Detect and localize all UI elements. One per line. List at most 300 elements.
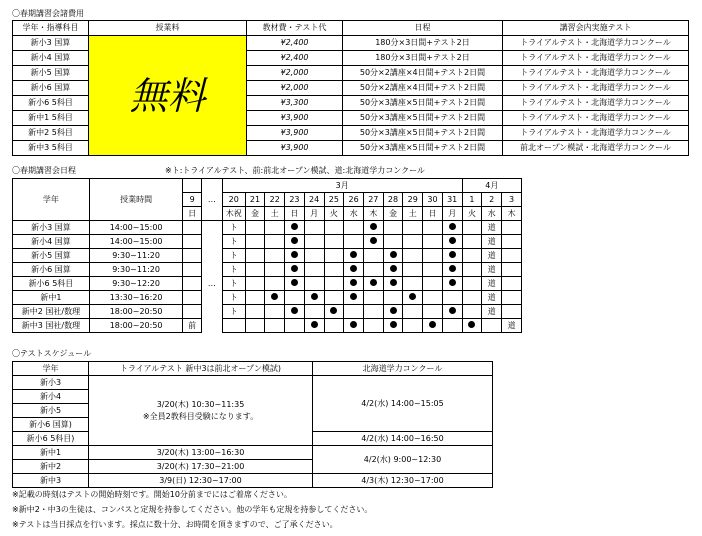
cell-grade: 新小5 <box>13 404 89 418</box>
empty-cell <box>183 249 202 263</box>
ellipsis-cell <box>202 221 223 235</box>
session-dot <box>344 277 364 291</box>
session-dot-icon <box>449 251 456 258</box>
empty-cell <box>423 249 443 263</box>
trial-chu1-time: 3/20(木) 13:00~16:30 <box>89 446 313 460</box>
empty-cell <box>324 291 344 305</box>
concours-elementary-time: 4/2(水) 14:00~15:05 <box>313 376 493 432</box>
cell-grade: 新中3 5科目 <box>13 141 89 156</box>
date-cell: 22 <box>265 193 285 207</box>
test-marker: ト <box>222 221 245 235</box>
empty-cell <box>423 221 443 235</box>
cell-grade: 新中1 <box>13 446 89 460</box>
cell-grade: 新中1 <box>13 291 90 305</box>
date-cell: 23 <box>285 193 305 207</box>
session-dot-icon <box>370 223 377 230</box>
cell-tests: トライアルテスト・北海道学力コンクール <box>503 81 689 96</box>
session-dot-icon <box>390 251 397 258</box>
weekday-cell: 木 <box>502 207 522 221</box>
session-dot-icon <box>390 279 397 286</box>
empty-cell <box>423 277 443 291</box>
empty-cell <box>183 291 202 305</box>
concours-sho6-5-time: 4/2(水) 14:00~16:50 <box>313 432 493 446</box>
empty-cell <box>502 235 522 249</box>
date-cell: 26 <box>344 193 364 207</box>
empty-cell <box>183 235 202 249</box>
empty-cell <box>265 319 285 333</box>
empty-cell <box>304 249 324 263</box>
table-row <box>13 249 522 263</box>
weekday-cell: 土 <box>403 207 423 221</box>
empty-cell <box>423 235 443 249</box>
date-cell: 9 <box>183 193 202 207</box>
empty-cell <box>403 305 423 319</box>
table-row <box>13 36 689 51</box>
header-grade: 学年・指導科目 <box>13 21 89 36</box>
empty-cell <box>324 263 344 277</box>
empty-cell <box>462 263 482 277</box>
session-dot <box>403 291 423 305</box>
empty-cell <box>183 221 202 235</box>
empty-cell <box>403 221 423 235</box>
empty-cell <box>502 249 522 263</box>
weekday-cell: 月 <box>304 207 324 221</box>
empty-cell <box>304 263 324 277</box>
fees-title: 〇春期講習会諸費用 <box>12 9 84 18</box>
cell-schedule: 180分×3日間+テスト2日 <box>343 51 503 66</box>
session-dot-icon <box>350 293 357 300</box>
weekday-cell: 日 <box>183 207 202 221</box>
ellipsis-cell <box>202 235 223 249</box>
session-dot-icon <box>449 223 456 230</box>
concours-chu12-time: 4/2(水) 9:00~12:30 <box>313 446 493 474</box>
cell-grade: 新小6 国算) <box>13 418 89 432</box>
schedule-table <box>12 178 522 333</box>
empty-cell <box>363 263 383 277</box>
empty-cell <box>502 221 522 235</box>
date-cell: 28 <box>383 193 403 207</box>
cell-time: 14:00~15:00 <box>89 221 182 235</box>
session-dot <box>344 249 364 263</box>
session-dot <box>442 221 462 235</box>
session-dot-icon <box>390 321 397 328</box>
schedule-legend: ※ト:トライアルテスト、前:前北オープン模試、道:北海道学力コンクール <box>165 166 425 175</box>
header-tests: 講習会内実施テスト <box>503 21 689 36</box>
empty-cell <box>423 291 443 305</box>
test-marker: ト <box>222 291 245 305</box>
empty-cell <box>324 249 344 263</box>
header-time: 授業時間 <box>89 179 182 221</box>
session-dot <box>442 263 462 277</box>
empty-cell <box>265 235 285 249</box>
cell-time: 9:30~11:20 <box>89 263 182 277</box>
ellipsis-cell <box>202 319 223 333</box>
session-dot <box>363 221 383 235</box>
empty-cell <box>304 305 324 319</box>
table-row <box>13 235 522 249</box>
session-dot-icon <box>291 223 298 230</box>
cell-time: 13:30~16:20 <box>89 291 182 305</box>
ellipsis-cell: … <box>202 193 223 207</box>
session-dot-icon <box>350 321 357 328</box>
session-dot <box>423 319 443 333</box>
fees-header-row <box>13 21 689 36</box>
session-dot-icon <box>449 279 456 286</box>
test-marker: 前 <box>183 319 202 333</box>
session-dot-icon <box>350 251 357 258</box>
empty-cell <box>183 305 202 319</box>
test-marker: 道 <box>482 277 502 291</box>
cell-tests: トライアルテスト・北海道学力コンクール <box>503 51 689 66</box>
empty-cell <box>285 291 305 305</box>
empty-cell <box>482 319 502 333</box>
cell-materials: ¥3,900 <box>247 126 343 141</box>
trial-elementary-note: ※全員2教科目受験になります。 <box>142 411 259 421</box>
empty-cell <box>423 263 443 277</box>
cell-tests: 前北オープン模試・北海道学力コンクール <box>503 141 689 156</box>
cell-grade: 新小3 国算 <box>13 221 90 235</box>
trial-chu3-time: 3/9(日) 12:30~17:00 <box>89 474 313 488</box>
cell-materials: ¥2,000 <box>247 81 343 96</box>
session-dot-icon <box>330 307 337 314</box>
session-dot <box>265 291 285 305</box>
empty-cell <box>403 263 423 277</box>
test-marker: 道 <box>502 319 522 333</box>
ellipsis-cell: … <box>202 277 223 291</box>
header-grade: 学年 <box>13 179 90 221</box>
test-marker: 道 <box>482 263 502 277</box>
empty-cell <box>324 235 344 249</box>
free-tuition-cell: 無料 <box>89 36 247 156</box>
trial-elementary-time: 3/20(木) 10:30~11:35 <box>156 399 245 409</box>
weekday-cell: 火 <box>324 207 344 221</box>
cell-grade: 新小4 国算 <box>13 51 89 66</box>
session-dot <box>304 319 324 333</box>
header-tuition: 授業料 <box>89 21 247 36</box>
empty-cell <box>344 305 364 319</box>
trial-chu2-time: 3/20(木) 17:30~21:00 <box>89 460 313 474</box>
session-dot <box>462 319 482 333</box>
cell-grade: 新小6 5科目 <box>13 96 89 111</box>
month-row <box>13 179 522 193</box>
weekday-cell: 金 <box>245 207 265 221</box>
cell-grade: 新小4 国算 <box>13 235 90 249</box>
table-row <box>13 305 522 319</box>
cell-materials: ¥3,900 <box>247 141 343 156</box>
cell-grade: 新小5 国算 <box>13 66 89 81</box>
empty-cell <box>344 235 364 249</box>
cell-grade: 新小3 <box>13 376 89 390</box>
session-dot <box>344 291 364 305</box>
session-dot-icon <box>311 321 318 328</box>
note-3: ※テストは当日採点を行います。採点に数十分、お時間を頂きますので、ご了承ください。 <box>12 520 338 529</box>
session-dot-icon <box>449 237 456 244</box>
empty-cell <box>265 277 285 291</box>
date-cell: 30 <box>423 193 443 207</box>
empty-cell <box>363 291 383 305</box>
weekday-cell: 金 <box>383 207 403 221</box>
date-cell: 3 <box>502 193 522 207</box>
session-dot-icon <box>291 237 298 244</box>
cell-grade: 新小6 国算 <box>13 81 89 96</box>
session-dot <box>344 263 364 277</box>
session-dot <box>442 249 462 263</box>
ellipsis-cell <box>202 249 223 263</box>
empty-cell <box>502 277 522 291</box>
session-dot-icon <box>291 307 298 314</box>
empty-cell <box>383 221 403 235</box>
session-dot <box>285 277 305 291</box>
session-dot <box>442 305 462 319</box>
table-row <box>13 277 522 291</box>
empty-cell <box>363 249 383 263</box>
date-cell: 2 <box>482 193 502 207</box>
weekday-cell: 水 <box>344 207 364 221</box>
header-trial: トライアルテスト 新中3は前北オープン模試) <box>89 362 313 376</box>
cell-schedule: 50分×3講座×5日間+テスト2日間 <box>343 141 503 156</box>
session-dot <box>324 305 344 319</box>
session-dot <box>285 235 305 249</box>
cell-grade: 新中3 <box>13 474 89 488</box>
cell-time: 14:00~15:00 <box>89 235 182 249</box>
session-dot-icon <box>350 265 357 272</box>
empty-cell <box>304 277 324 291</box>
empty-cell <box>304 221 324 235</box>
ellipsis-cell <box>202 263 223 277</box>
ellipsis-cell <box>202 291 223 305</box>
empty-cell <box>265 305 285 319</box>
concours-chu3-time: 4/3(木) 12:30~17:00 <box>313 474 493 488</box>
weekday-cell: 日 <box>285 207 305 221</box>
table-row <box>13 221 522 235</box>
header-materials: 教材費・テスト代 <box>247 21 343 36</box>
empty-cell <box>183 277 202 291</box>
session-dot-icon <box>429 321 436 328</box>
empty-cell <box>265 221 285 235</box>
weekday-cell: 木 <box>363 207 383 221</box>
cell-grade: 新中1 5科目 <box>13 111 89 126</box>
empty-cell <box>245 235 265 249</box>
session-dot-icon <box>291 265 298 272</box>
session-dot-icon <box>468 321 475 328</box>
empty-cell <box>245 277 265 291</box>
table-row <box>13 291 522 305</box>
cell-grade: 新中2 5科目 <box>13 126 89 141</box>
test-marker: 道 <box>482 235 502 249</box>
test-marker: 道 <box>482 291 502 305</box>
empty-cell <box>285 319 305 333</box>
weekday-cell: 水 <box>482 207 502 221</box>
session-dot <box>383 249 403 263</box>
empty-cell <box>183 263 202 277</box>
test-marker: ト <box>222 277 245 291</box>
cell-grade: 新小6 5科目) <box>13 432 89 446</box>
session-dot-icon <box>350 279 357 286</box>
date-cell: 27 <box>363 193 383 207</box>
weekday-cell: 火 <box>462 207 482 221</box>
cell-grade: 新小6 国算 <box>13 263 90 277</box>
cell-time: 18:00~20:50 <box>89 319 182 333</box>
cell-time: 18:00~20:50 <box>89 305 182 319</box>
cell-grade: 新小6 5科目 <box>13 277 90 291</box>
empty-cell <box>423 305 443 319</box>
empty-cell <box>245 319 265 333</box>
empty-cell <box>383 235 403 249</box>
month-april: 4月 <box>462 179 521 193</box>
empty-cell <box>344 221 364 235</box>
empty-cell <box>245 305 265 319</box>
session-dot <box>442 277 462 291</box>
empty-cell <box>442 291 462 305</box>
ellipsis-cell <box>202 305 223 319</box>
empty-cell <box>245 291 265 305</box>
table-row <box>13 263 522 277</box>
empty-cell <box>502 263 522 277</box>
cell-materials: ¥2,400 <box>247 51 343 66</box>
session-dot-icon <box>370 237 377 244</box>
empty-cell <box>442 319 462 333</box>
cell-schedule: 50分×2講座×4日間+テスト2日間 <box>343 81 503 96</box>
session-dot-icon <box>449 265 456 272</box>
cell-time: 9:30~11:20 <box>89 249 182 263</box>
session-dot-icon <box>390 265 397 272</box>
cell-grade: 新小3 国算 <box>13 36 89 51</box>
empty-cell <box>363 319 383 333</box>
cell-materials: ¥3,300 <box>247 96 343 111</box>
table-row <box>13 474 493 488</box>
cell-schedule: 50分×3講座×5日間+テスト2日間 <box>343 126 503 141</box>
empty-cell <box>462 277 482 291</box>
cell-time: 9:30~12:20 <box>89 277 182 291</box>
weekday-cell: 土 <box>265 207 285 221</box>
empty-cell <box>324 277 344 291</box>
header-concours: 北海道学力コンクール <box>313 362 493 376</box>
session-dot-icon <box>291 279 298 286</box>
note-1: ※記載の時刻はテストの開始時刻です。開始10分前までにはご着席ください。 <box>12 490 292 499</box>
cell-materials: ¥2,000 <box>247 66 343 81</box>
empty-cell <box>304 235 324 249</box>
cell-tests: トライアルテスト・北海道学力コンクール <box>503 66 689 81</box>
session-dot <box>442 235 462 249</box>
empty-cell <box>502 305 522 319</box>
session-dot-icon <box>409 293 416 300</box>
month-march: 3月 <box>222 179 462 193</box>
table-row <box>13 376 493 390</box>
cell-schedule: 50分×3講座×5日間+テスト2日間 <box>343 96 503 111</box>
session-dot-icon <box>370 279 377 286</box>
tests-header-row <box>13 362 493 376</box>
test-schedule-table <box>12 361 493 488</box>
fees-table <box>12 20 689 156</box>
session-dot <box>363 277 383 291</box>
empty-cell <box>403 319 423 333</box>
empty-cell <box>363 305 383 319</box>
cell-tests: トライアルテスト・北海道学力コンクール <box>503 126 689 141</box>
empty-cell <box>462 221 482 235</box>
session-dot <box>304 291 324 305</box>
test-marker: 道 <box>482 221 502 235</box>
test-marker: 道 <box>482 249 502 263</box>
session-dot <box>285 221 305 235</box>
date-cell: 1 <box>462 193 482 207</box>
cell-grade: 新中2 国社/数理 <box>13 305 90 319</box>
cell-tests: トライアルテスト・北海道学力コンクール <box>503 36 689 51</box>
weekday-cell: 日 <box>423 207 443 221</box>
session-dot-icon <box>271 293 278 300</box>
cell-schedule: 50分×3講座×5日間+テスト2日間 <box>343 111 503 126</box>
cell-grade: 新中2 <box>13 460 89 474</box>
session-dot <box>344 319 364 333</box>
empty-cell <box>502 291 522 305</box>
test-marker: ト <box>222 263 245 277</box>
session-dot <box>285 305 305 319</box>
session-dot-icon <box>449 307 456 314</box>
cell-schedule: 50分×2講座×4日間+テスト2日間 <box>343 66 503 81</box>
date-cell: 21 <box>245 193 265 207</box>
empty-cell <box>245 249 265 263</box>
empty-cell <box>265 263 285 277</box>
header-schedule: 日程 <box>343 21 503 36</box>
cell-tests: トライアルテスト・北海道学力コンクール <box>503 111 689 126</box>
date-cell: 24 <box>304 193 324 207</box>
session-dot <box>383 319 403 333</box>
weekday-cell: 木祝 <box>222 207 245 221</box>
note-2: ※新中2・中3の生徒は、コンパスと定規を持参してください。他の学年も定規を持参してください。 <box>12 505 373 514</box>
test-marker: ト <box>222 235 245 249</box>
empty-cell <box>462 291 482 305</box>
cell-materials: ¥3,900 <box>247 111 343 126</box>
trial-elementary-cell <box>89 376 313 446</box>
table-row <box>13 319 522 333</box>
date-cell: 20 <box>222 193 245 207</box>
cell-grade: 新小4 <box>13 390 89 404</box>
date-cell: 25 <box>324 193 344 207</box>
test-marker: 道 <box>482 305 502 319</box>
cell-grade: 新中3 国社/数理 <box>13 319 90 333</box>
ellipsis-cell <box>202 207 223 221</box>
date-cell: 29 <box>403 193 423 207</box>
session-dot-icon <box>311 293 318 300</box>
schedule-title: 〇春期講習会日程 <box>12 166 76 175</box>
empty-cell <box>403 235 423 249</box>
cell-grade: 新小5 国算 <box>13 249 90 263</box>
empty-cell <box>265 249 285 263</box>
empty-cell <box>245 263 265 277</box>
cell-tests: トライアルテスト・北海道学力コンクール <box>503 96 689 111</box>
empty-cell <box>462 305 482 319</box>
empty-cell <box>222 319 245 333</box>
session-dot <box>383 305 403 319</box>
test-marker: ト <box>222 305 245 319</box>
tests-title: 〇テストスケジュール <box>12 349 92 358</box>
weekday-cell: 月 <box>442 207 462 221</box>
empty-cell <box>403 277 423 291</box>
table-row <box>13 446 493 460</box>
cell-schedule: 180分×3日間+テスト2日 <box>343 36 503 51</box>
test-marker: ト <box>222 249 245 263</box>
session-dot <box>383 263 403 277</box>
empty-cell <box>324 319 344 333</box>
date-cell: 31 <box>442 193 462 207</box>
session-dot <box>285 263 305 277</box>
empty-cell <box>324 221 344 235</box>
empty-cell <box>245 221 265 235</box>
session-dot <box>383 277 403 291</box>
session-dot <box>285 249 305 263</box>
header-grade: 学年 <box>13 362 89 376</box>
empty-cell <box>462 249 482 263</box>
empty-cell <box>403 249 423 263</box>
